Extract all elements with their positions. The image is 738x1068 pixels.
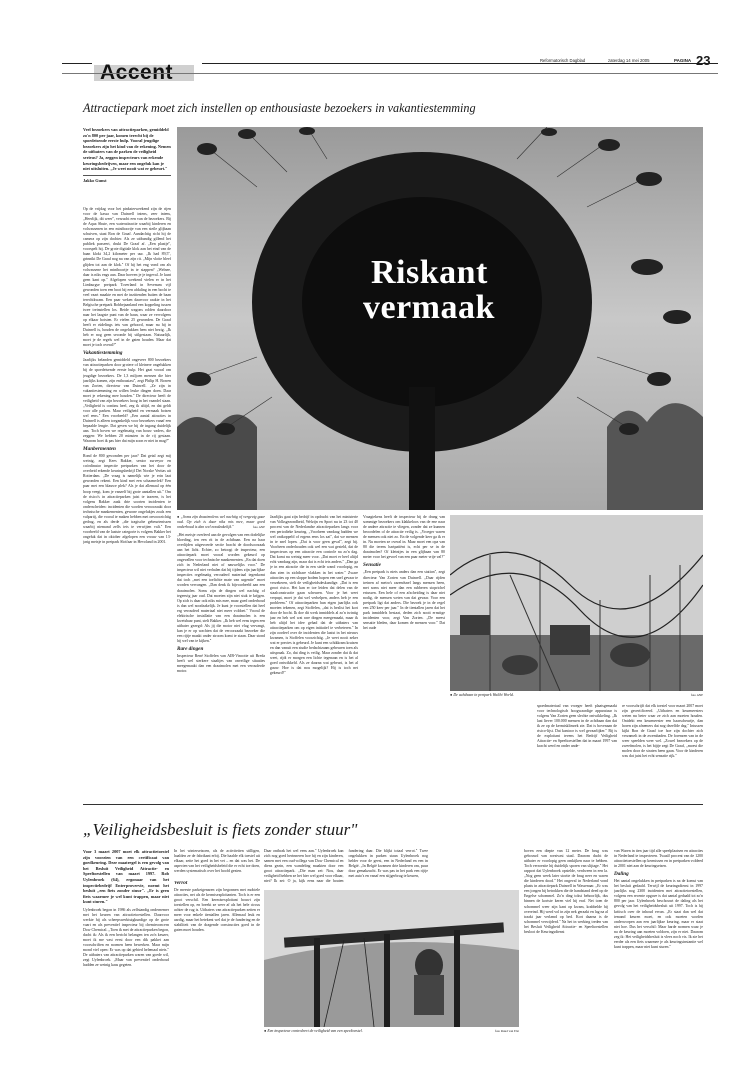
article1-col2-caption	[177, 515, 265, 530]
swing-ride-photo	[177, 127, 703, 510]
article2-col2-text: In het winterseizoen, als de activiteiten stilligen, haalden ze de fabrikant erbij. Die haalde elk toestel uit elkaar, zette het goed in het vet – en dat was het. De aspecten van het veiligheidsbeleid die er echt toe doen, werden systematisch over het hoofd gezien.	[174, 849, 260, 874]
photo-title-riskant: Riskant	[371, 254, 488, 291]
article1-column-5	[537, 704, 617, 797]
header-rule-bottom	[62, 73, 718, 74]
col2-caption-bullet: ●	[177, 515, 181, 519]
article1-column-2	[177, 515, 265, 797]
article2-column-3	[264, 849, 428, 887]
article1-col3-text: Jaarlijks gaat zijn bedrijf in opdracht van het ministerie van Volksgezondheid, Welzijn en Sport nu in 23 tot 40 procent van de Nederlandse attractieparken langs voor een periodieke keuring. „Voorheen vandaag hadden we wel ontkoppeld of ergens eens los zat", dat we mensen in te snel lopen. „Dat is voor geen geval", zegt hij. Voorheen onderhouden ook wel een wat gesteld, dat de inspecteurs op een attractie een controle na zo'n dag. Dat komt nu weinig meer voor. „Dat moet er heel altijd echt vandaag zijn, maar dat is echt iets anders." „Dan ga je in een attractie die in een steile wand voorlopig, en dan zien in zichtbare vlakken in het water." Zware attracties op een sloppe bodem hopen een snel gevaar te verzekeren, stelt de veiligheidsdeskundige. „Dat is een groot risico. Het kan er toe leiden dat delen van de staalconstructie gaan scheuren. Voor je het weet verpapt, moet je dat wel verhelpen, anders heb je een probleem." Of attractieparken hun eigen jaarlijks ook moeten tekenen, zegt Stoffelen, „dat is beslist het kort door de bocht. Ik doe dit werk inmiddels al zo'n twintig jaar en heb wel wat rare dingen meegemaakt, maar ik heb altijd het idee gehad dat de uitbaters van attractieparken om op eigen initiatief te verbeteren." In zijn oordeel over de incidenten die laatst in het nieuws kwamen, is Stoffelen voorzichtig. „Je weet nooit zeker wat er precies is gebeurd. Je kunt een schikkram kruisen en dan vanuit een studie bedachtzaam gebeuren toen als uitspraak. Zo, dat ding is veilig. Maar zonder dat ik dat weet, rijdt er morgen een lichte tegenaan en is het al goed ontwikkeld. Als ze daarna wat gebeurt, is het al gauw: Hoe is dat nou mogelijk? Hij is toch net gekeurd?"	[270, 515, 358, 676]
col2-caption-text: „Soms zijn draaimolens wel nachtig of vergevig gaar oud. Op zich is daar niks mis mee, maar goed onderhoud is dan wel noodzakelijk."	[177, 515, 265, 529]
article1-col5-text: spoedmateriaal van vroeger heeft plaatsgemaakt voor technologisch hoogwaardige apparatuur is volgens Van Zorten geen slechte ontwikkeling. „Ik laat liever 100.000 mensen in de achtbaan dan dat ik ze op de kermisklimrek zie. Dat is bovenaan de risico-lijst. Dat kantoor is wel gevaarlijker." Bij is de exploitant tevens het Bedrijf Veiligheid Attractie- en Speeltoestellen dat in maart 1997 van kracht werd en onder ande-	[537, 704, 617, 749]
rollercoaster-caption-bullet: ●	[450, 693, 454, 697]
rollercoaster-caption-text: De achtbaan in pretpark Walibi World.	[453, 693, 514, 697]
col2-caption-credit: foto ANP	[252, 525, 265, 529]
article1-intro: Veel bezoekers van attractieparken, gemiddeld zo'n 800 per jaar, komen terecht bij de spoedeisende eerste hulp. Vooral jeugdige bezoekers zijn het kind van de rekening. Nemen de uitbaters van de parken de veiligheid serieus? Ja, zeggen inspecteurs van erkende keuringsbedrijven, maar een ongeluk kan je niet uitsluiten. „Je weet nooit wat er gebeurt."	[83, 127, 171, 172]
rollercoaster-caption	[450, 693, 703, 698]
article1-col1c-text: Rond de 800 gewonden per jaar? Dat getal zegt mij weinig, zegt Kees Bakker, senior surveyor en coördinator inspectie pretparken van het door de overheid erkende keuringsbedrijf Det Norske Veritas uit Rotterdam. „De vraag is namelijk wie je erin laat gewonden rekent. Een kind met een schaamvlek? Een paar met een blauwe plek? Als je dat allemaal op één hoop veegt, kom je vanzelf bij grote aantallen uit." Om de risico's in attractieparken juist te taxeren, is het volgens Bakker zaak drie soorten incidenten te onderscheiden: incidenten die worden veroorzaakt door technische mankementen, gewone ongelukjes zoals een valpartij, die vooral te maken hebben met onvoorzichtig gedrag, en als derde „die tragische gebeurtenissen waarbij niemand zelfs iets te verwijten valt." Een voorbeeld van de laatste categorie is volgens Bakker het ongeluk dat in oktober afgelopen een vrouw van 13-jarig meisje in pretpark Slotfaar in Hevoland in 2001.	[83, 454, 171, 544]
inspector-photo	[264, 890, 519, 1027]
article2-col5-text: van Waren in tien jaar tijd alle speelplaatsen en attracties in Nederland te inspecteren. Twaalf procent van de 1200 attractietoestellen op kermissen en in pretparken voldeed in 2001 niet aan de keuringseisen.	[614, 849, 703, 869]
article2-column-1	[83, 849, 169, 1054]
article2-column-2-top	[174, 849, 260, 879]
article1-subhead-sensatie: Sensatie	[363, 562, 381, 569]
inspector-caption	[264, 1029, 519, 1034]
article1-intro-block	[83, 127, 171, 183]
rollercoaster-caption-credit: foto ANP	[690, 693, 703, 697]
article1-column-6	[622, 704, 703, 797]
article2-column-5	[614, 849, 703, 1054]
article1-col1b-text: Jaarlijks belanden gemiddeld ongeveer 800 bezoekers van attractieparken door grotere of kleinere ongelukken bij de spoedeisende eerste hulp. Het gaat vooral om jeugdige bezoekers. De 1,3 miljoen mensen die hier jaarlijks komen, zijn enthousiast", zegt Philip H. Borren van Zorten, directeur van Duinrell. „Ze zijn in vakantiestemming en willen leuke dingen doen. Daar moet je rekening mee houden." De directeur heeft de veiligheid van zijn bezoekers hoog in het vaandel staan. „Veiligheid is continu heel, zeg ik altijd, en dat geldt voor alle parken. Maar veiligheid en vermaak botsen wel eens." Een voorbeeld? „Een aantal attracties in Duinrell is alleen toegankelijk voor bezoekers vanaf een bepaalde lengte. Dat geven we bij de ingang duidelijk aan. Toch boven we regelmatig van bouw vaders, die zeggen: We hebben 20 minuten in de rij gestaan. Waarom hoet ik pas hier dat mijn zoon er niet in mag?"	[83, 358, 171, 444]
article1-headline: Attractiepark moet zich instellen op enthousiaste bezoekers in vakantiestemming	[83, 101, 476, 115]
rollercoaster-photo	[450, 515, 703, 691]
section-title: Accent	[100, 61, 174, 84]
rollercoaster-illustration	[450, 515, 703, 691]
article2-subhead-daling: Daling	[614, 871, 629, 878]
article2-col1-text: Uylenbroek begon in 1986 als zelfstandig ondernemer met het keuren van attractietoestellen. Daarvoor werkte hij als scheepswerktuigkundige op de grote vaart en als preventief inspecteur bij chemieconcern Dow Chemical. „Toen ik met de attractieparken begon, dacht ik: Als ik een bericht belangen ten zo'n keuzer, moet ik me vast eerst door een dik pakket aan voorschriften en normen heen bewerken. Maar mijn mond viel open: Er was op dat gebied helemaal niets." De uitbaters van attractieparken waren van goede wil, zegt Uylenbroek. „Maar van preventief onderhoud hadden ze weinig kaas gegeten.	[83, 907, 169, 968]
article1-col4b-text: „Een pretpark is niets anders dan een station", zegt directeur Van Zorten van Duinrell. „Daar rijden treinen af metro's razendsnel langs mensen heen, met soms niet meer dan een rubberen stoprichel ertussen. Een hele of een afscheiding is daar niet nodig, de mensen weten van dat gevaar. Voor een pretpark ligt dat anders. Die bezoek je in de regel een 250 keer per jaar." In de tientallen jaren dat het park inmiddels bestaat, deden zich nooit ernstige incidenten voor, zegt Van Zorten. „De meest sensatie bleden, daar komen de mensen voor." Dat het oude	[363, 570, 445, 630]
article1-subhead-vakantiestemming: Vakantiestemming	[83, 350, 123, 357]
inspector-caption-bullet: ●	[264, 1029, 268, 1033]
article1-column-1	[83, 207, 171, 797]
article1-col2b-text: Inspecteur René Stoffelen van AIB-Vincotte uit Breda heeft wel sterkere staaltjes van onveilige situaties meegemaakt dan een draaimolen met een verouderde motor.	[177, 654, 265, 674]
article1-subhead-rare-dingen: Rare dingen	[177, 646, 204, 653]
header-page-label: PAGINA	[674, 58, 692, 63]
article1-col1-text: Op de vrijdag voor het pinksterweekend zijn de rijen voor de kassa van Duinrell intens, zeer intens, „Heerlijk, dit weer", verzucht een van de bezoekers. Bij de Aqua Sbute, een waterattractie waarbij kinderen en volwassenen in een miniboortje van een steile glijbaan schuiven, staat Ron de Graaf. Aandachtig richt hij de camera op zijn dochter. Als ze uitbundig gillend het publiek passeert, drukt De Graaf af. „Een plaatje", voorspelt hij. De grote digitale klok aan het eind van de baan klokt 34,2 kilometer per uur. „Ik had 89,5", grinnikt De Graaf nog na van zijn rit. „Mijn vlotte bleef glijden tot aan de klok." Of hij het eng vond om als volwassene het miniboortje in te stappen? „Welnee, daar is niks engs aan. Daar hoeven je je ingeval. Je kunt geen kant op." Afgelopen weekend vielen er in het Limburgse pretpark Toverland in Sevenum vijf gewonden toen een boot bij een afdaling in een bocht te veel vaart maakte en met de inzittenden buiten de baan terechtkwam. Een paar weken daarvoor raakte in het Belgische pretpark Bobbejaanland een koppeling tussen twee treinstellen los. Beide wagons rolden daardoor naar het laagste punt van de baan, waar ze vervolgens op elkaar botsten. Er vielen 25 gewonden. De Graaf heeft er rüdelings iets van gehoord, maar nu hij in Duinrell is, houden de ongelukken hem niet bezig. „Ik heb er nog geen seconde bij stilgestaan. Natuurlijk, moet je de regels wel in de gaten houden. Maar dat moet je toch overal?"	[83, 207, 171, 348]
article1-col2-text: „Het meisje overleed aan de gevolgen van een dodelijke bloeding, ten een rit in de achtbaan. Een na haar overlijden uitgevoerde sectie bracht de doodsoorzaak aan het licht. Echter, zo betoogt de inspecteur, een attractiepark moet vooral worden gekeurd op ongevallen voor technische mankementen. „En dat doen zich in Nederland niet of nauwelijks voor." De inspecteur wil niet verhalen dat hij tijdens zijn jaarlijkse inspecties regelmatig verouderd materiaal tegenkomt dat toch „met een toelichte mate van urgentie" moet worden vervangen. „Dan denk ik bijvoorbeeld aan een draaimolen. Soms zijn de dingen wel nachtig of tegenvig jaar oud. Dat moeten zijn niet stuk te krijgen. Op zich is daar ook niks mis mee, maar goed onderhoud is dan wel noodzakelijk. Je kunt je voorstellen dat heel erg verouderd materiaal niet meer voldoet." Vooral de elektrische installatie van een draaimolen is een kwetsbaar punt, stelt Bakker. „Ik heb wel eens tegen een uitbater gezegd: Als jij die motor niet vlug vervangt, kan je er op wachten dat de veroorzaakt bezoeker die een rijtje maakt onder stroom komt te staan. Daar stond hij wel van te kijken."	[177, 533, 265, 643]
photo-title-vermaak: vermaak	[363, 289, 495, 326]
article1-col4-text: Vraagtekens heeft de inspecteur bij de drang van sommige bezoekers om klakkeloos van de ene naar de andere attractie te vliegen, zonder dat ze kunnen beoordelen of de attractie veilig is. „Vroeger waren de mensen ook niet zo. En de volgende keer ga ik er in. Nu moeten ze overal in. Maar moet een opa van 80 die terens hartpatiënt is, echt per se in de draaimolen? Of kleintjes in een glijbaan van 80 meter voor het gevoel van een paar meter vrije val?"	[363, 515, 445, 560]
article1-column-4	[363, 515, 445, 797]
article1-col6-text: re voorschrijft dat elk toestel voor maart 2007 moet zijn gecertificeerd. „Uitbaters en keurmeesters weten nu beter waar ze zich aan moeten houden. Ontdekt een keurmeester een haarscheurtje, dan horen zijn afnemers dat nog dezelfde dag." Intussen kijkt Ron de Graaf toe hoe zijn dochter zich verzamelt in de zwembaden. De forenzen van in de weer speelden weer wel. „Zowel bezoekers op de zweefmolen, is het bijtje zegt De Graaf, „moest die molen door de straten heen gaan. Voor de kinderen was dat juist het echt sensatie rijk."	[622, 704, 703, 759]
inspector-caption-text: Een inspecteur controleert de veiligheid van een speeltoestel.	[267, 1029, 363, 1033]
article2-subhead-verrot: Verrot	[174, 881, 188, 886]
article2-intro: Voor 3 maart 2007 moet elk attractietoestel zijn voorzien van een certificaat van goedkeuring. Deze maatregel is een gevolg van het Besluit Veiligheid Attractie- en Speeltoestellen van maart 1997. Rob Uylenbroek (64), ergonaar van het inspectiebedrijf Enterprovervie, noemt het besluit „een fiets zonder stuur". „Er is geen fiets waarmee je wel kunt trappen, maar niet kunt sturen."	[83, 849, 169, 905]
article2-col2b-text: De meeste parkeigenaren zijn begonnen met mobiele attracties, net als de kermisexploitanten. Toch is er een groot verschil. Een kermisexploitant bouwt zijn toestellen op, en breekt ze weer af als het hele circus achter de rug is. Uitbaters van attractieparken zetten er meer voor enkele tientallen jaren. Allemaal leuk en aardig, maar het betekent wel dat je de fundering en de stabiliteit van de dragende constructies goed in de gaten moet houden.	[174, 888, 260, 933]
article1-subhead-2: Manbermenten	[83, 446, 116, 453]
article1-author: Jakko Gunst	[83, 175, 171, 183]
article2-col3-text: Daar ontbrak het wel eens aan." Uylenbroek kan zich nog goed herinneren hoe hij en zijn kinderen, samen met een oud-collega van Dow Chemical en diens gezin, een wandeling maakten door een groot attractiepark. „Die man zei: Nou, daar veiligheid hebben ze het hier wel goed voor elkaar, niet? Ik zei: O ja, kijk eens naar die houten fundering daar. Die blijkt totaal verrot." Twee ongelukken in parken staan Uylenbroek nog helder voor de geest, een in Nederland en een in België. „In België kwamen drie kinderen om, puur door gemakzucht. Er was pas in het park een rijtje met auto's en vanaf een stijgerbrug te keuren,	[264, 849, 428, 884]
section-tab	[92, 61, 202, 83]
article2-headline: „Veiligheidsbesluit is fiets zonder stuur"	[83, 820, 358, 839]
page-header	[62, 55, 718, 83]
page-number: 23	[696, 53, 711, 68]
header-date: zaterdag 14 mei 2005	[608, 58, 650, 63]
inspector-caption-credit: foto Ruud van Elst	[495, 1029, 519, 1033]
inspector-illustration	[264, 890, 519, 1027]
article2-column-4	[524, 849, 608, 1054]
paper-dot	[588, 63, 589, 64]
article2-col4-text: boven een diepte van 12 meter. De brug was gebouwd van roestvast staal. Daarom dacht de uitbater er voorlopig geen omkijken naar te hebben. Toch verroestte hij duidelijk sporen van slijtage." Het rapport dat Uylenbroek opstelde, verdween in een la. „Nog geen week later stortte de brug neer en waren die kinderen dood." Het ongeval in Nederland vond plaats in attractiepark Duinrell in Wassenaar. „Er was een jongen bij betrokken die de handstand deed op de Engelse schommel. Zo'n ding tokst behoorlijk, dus binnen de kortste keren viel hij eraf. Net toen de schommel weer zijn kant op kwam, krabbelde hij overeind. Hij werd vol in zijn nek geraakt en lag na al traakt jaar verlamd op bed. Kort daarna is de schommel verwijderd." Na het in werking treden van het Besluit Veiligheid Attractie- en Speeltoestellen besloot de Keuringsdienst	[524, 849, 608, 934]
article-divider	[83, 804, 703, 805]
paper-name: Reformatorisch Dagblad	[540, 58, 586, 63]
article2-col5b-text: Het aantal ongelukken in pretparken is na de komst van het besluit gedaald. Terwijl de keuringsdienst in 1997 jaarlijks nog 2300 incidenten met attractietoestellen, volgens een recente opgave is dat aantal gedaald tot zo'n 800 per jaar. Uylenbroek beschouwt de daling als het gevolg van het veiligheidsbesluit uit 1997. Toch is hij kritisch over de inhoud ervan. „Er staat dan wel dat iemand keuren moet, en ook moeten worden onderworpen aan een jaarlijkse keuring, maar er staat niet hoe. Dus het verschil: Maar harde normen waar je na de keuring aan moeten voldoen, zijn er niet. Daarom zeg ik: Het veiligheidsbesluit is vlees noch vis. Ik zie het eerder als een fiets waarmee je als keuringsinstantie wel kunt trappen, maar niet kunt sturen."	[614, 879, 703, 949]
article2-column-2	[174, 881, 260, 1054]
article1-column-3	[270, 515, 358, 797]
